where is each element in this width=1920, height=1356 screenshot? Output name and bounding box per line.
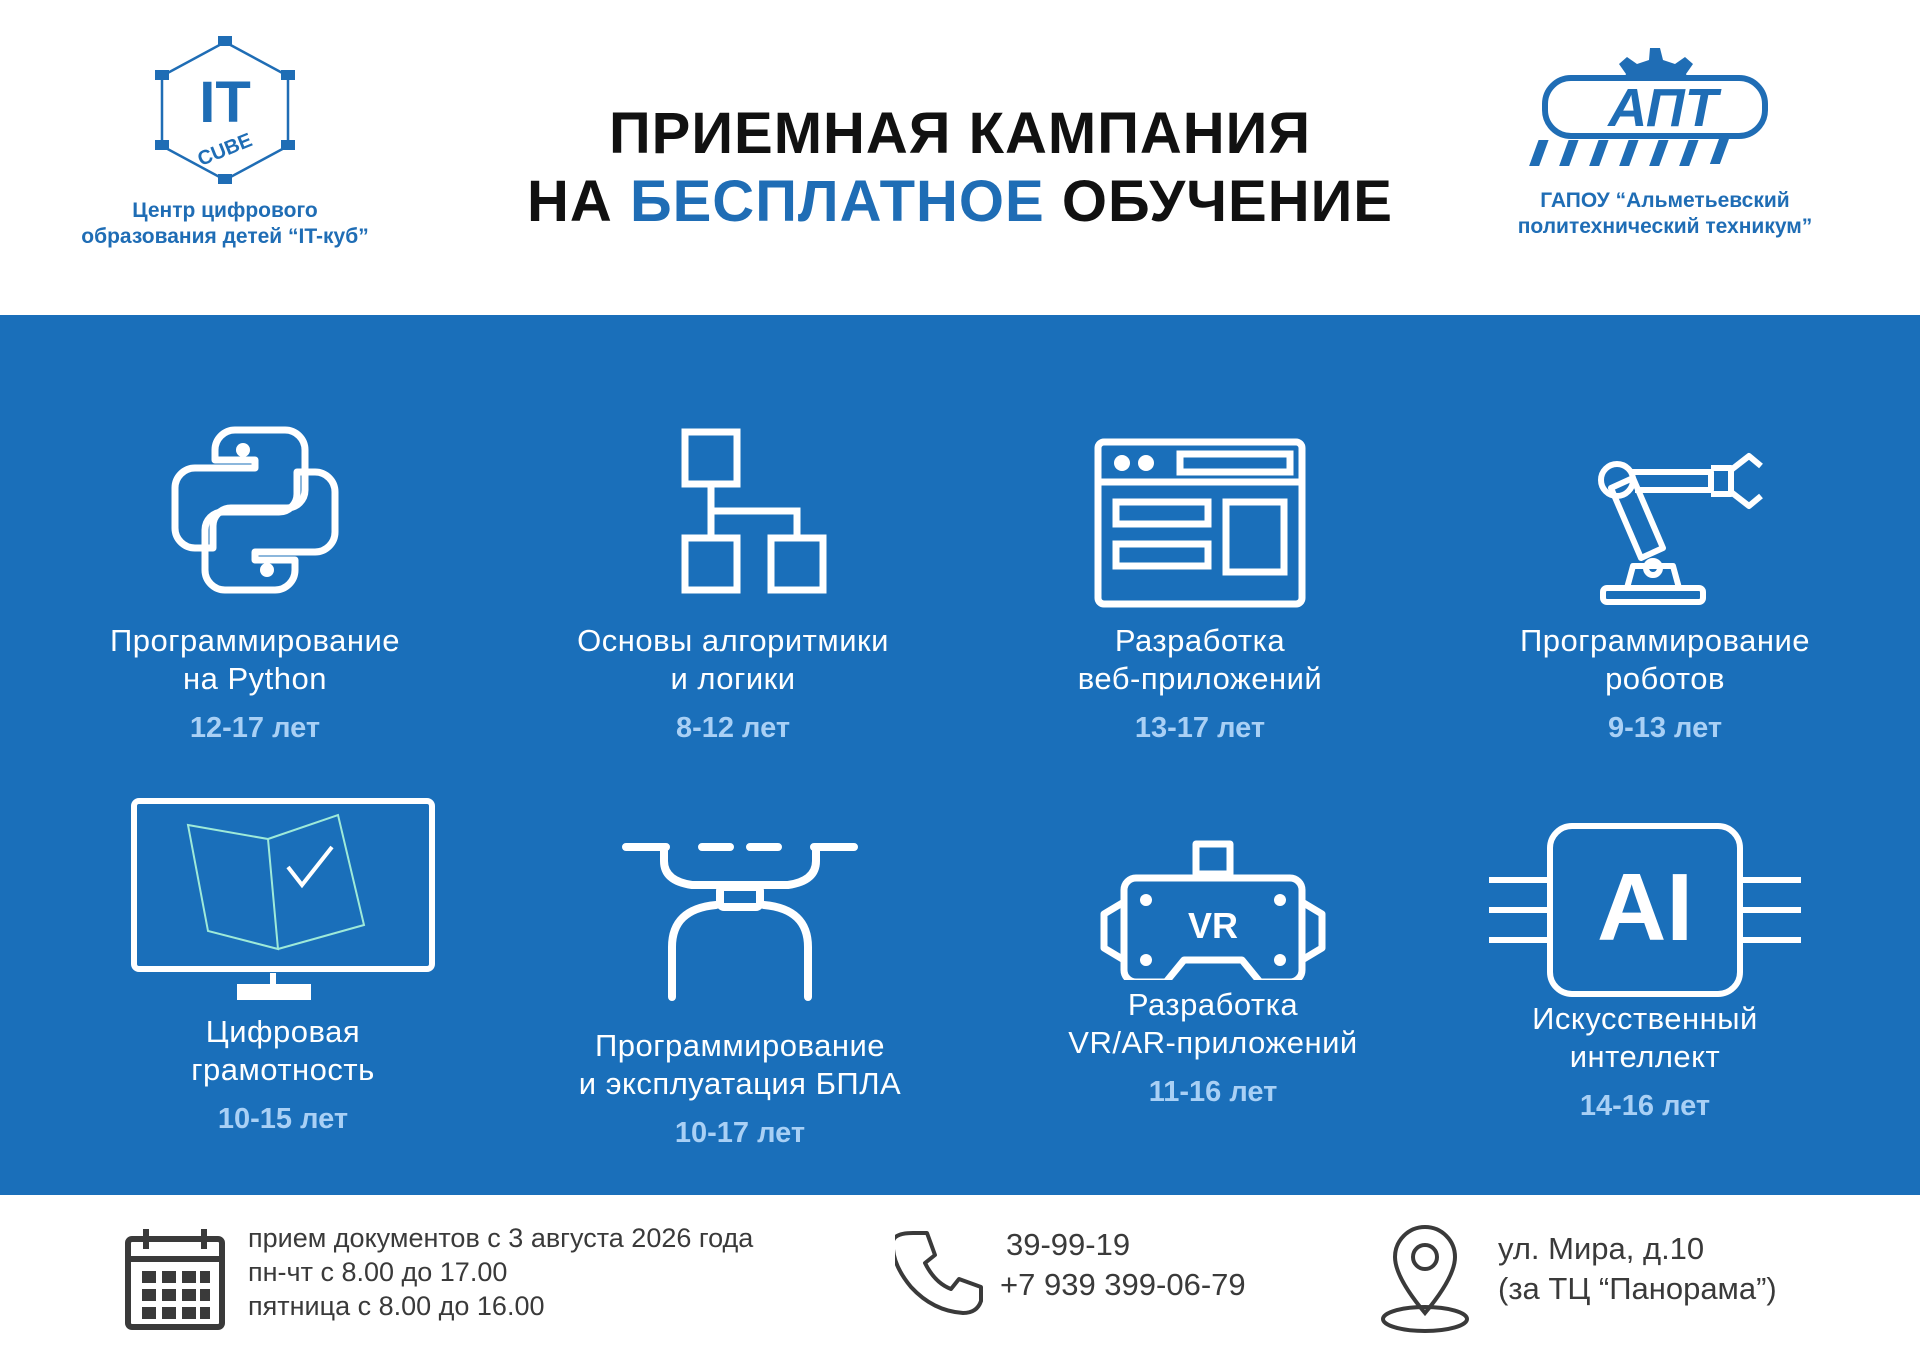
title-line2-suffix: ОБУЧЕНИЕ <box>1061 169 1393 234</box>
course-name <box>993 986 1433 1062</box>
course-card-vr-ar <box>993 840 1433 1110</box>
page-title <box>450 100 1470 236</box>
schedule-info <box>248 1221 753 1323</box>
apt-caption-line2: политехнический техникум” <box>1517 215 1813 238</box>
browser-window-icon <box>1090 410 1310 610</box>
course-age: 13-17 лет <box>1134 712 1266 744</box>
course-name-line1: Основы алгоритмики <box>577 623 889 658</box>
course-name-line2: VR/AR-приложений <box>1068 1025 1358 1060</box>
it-cube-caption <box>40 198 410 250</box>
location-pin-icon <box>1378 1223 1472 1335</box>
course-name-line1: Цифровая <box>205 1014 361 1049</box>
title-line2-accent: БЕСПЛАТНОЕ <box>629 169 1045 234</box>
course-name <box>63 1013 503 1089</box>
course-card-ai <box>1425 820 1865 1124</box>
ai-chip-icon <box>1485 820 1805 1000</box>
course-name-line1: Разработка <box>1127 987 1299 1022</box>
course-age: 14-16 лет <box>1579 1090 1711 1122</box>
course-age: 10-15 лет <box>217 1103 349 1135</box>
course-age: 11-16 лет <box>1148 1076 1278 1108</box>
course-card-robots <box>1445 410 1885 746</box>
it-cube-logo-mark: IT <box>199 70 251 135</box>
course-name <box>520 1027 960 1103</box>
monitor-book-icon <box>128 795 438 1005</box>
courses-band <box>0 315 1920 1195</box>
flowchart-icon <box>633 410 833 610</box>
course-name-line1: Программирование <box>1519 623 1810 658</box>
phone-info <box>1000 1225 1246 1305</box>
it-cube-caption-line2: образования детей “IT-куб” <box>81 225 369 248</box>
schedule-line3: пятница с 8.00 до 16.00 <box>248 1291 545 1321</box>
course-age: 8-12 лет <box>675 712 791 744</box>
schedule-line2: пн-чт с 8.00 до 17.00 <box>248 1257 508 1287</box>
course-card-algorithms <box>513 410 953 746</box>
apt-logo-mark: АПТ <box>1608 78 1718 138</box>
phone-line1[interactable]: 39-99-19 <box>1006 1227 1131 1262</box>
address-info <box>1498 1229 1777 1309</box>
calendar-icon <box>124 1227 226 1332</box>
course-age: 9-13 лет <box>1607 712 1723 744</box>
it-cube-caption-line1: Центр цифрового <box>132 199 318 222</box>
header <box>0 0 1920 315</box>
address-line1: ул. Мира, д.10 <box>1498 1231 1705 1266</box>
course-age: 12-17 лет <box>189 712 321 744</box>
phone-icon <box>895 1227 985 1317</box>
course-card-web <box>980 410 1420 746</box>
apt-logo <box>1525 40 1785 175</box>
course-name-line2: роботов <box>1605 661 1725 696</box>
course-name-line2: грамотность <box>191 1052 375 1087</box>
course-name-line2: и логики <box>670 661 796 696</box>
footer <box>0 1195 1920 1356</box>
course-name-line2: интеллект <box>1569 1039 1721 1074</box>
title-line2 <box>450 168 1470 236</box>
course-name-line1: Искусственный <box>1532 1001 1758 1036</box>
course-card-python <box>35 410 475 746</box>
course-age: 10-17 лет <box>674 1117 806 1149</box>
phone-line2[interactable]: +7 939 399-06-79 <box>1000 1267 1246 1302</box>
schedule-line1: прием документов с 3 августа 2026 года <box>248 1223 754 1253</box>
course-name-line1: Программирование <box>594 1028 885 1063</box>
course-name <box>35 622 475 698</box>
course-card-drones <box>520 835 960 1151</box>
drone-icon <box>620 835 860 1005</box>
robot-arm-icon <box>1565 410 1765 610</box>
ai-chip-label: AI <box>1597 854 1693 961</box>
title-line2-prefix: НА <box>527 169 613 234</box>
course-name-line2: на Python <box>183 661 327 696</box>
it-cube-logo-sub: CUBE <box>194 129 256 171</box>
course-name-line1: Программирование <box>109 623 400 658</box>
course-name-line2: веб-приложений <box>1077 661 1323 696</box>
course-name-line1: Разработка <box>1114 623 1286 658</box>
course-name <box>513 622 953 698</box>
vr-headset-label: VR <box>1187 905 1239 946</box>
python-icon <box>155 410 355 610</box>
apt-caption <box>1465 188 1865 240</box>
address-line2: (за ТЦ “Панорама”) <box>1498 1271 1777 1306</box>
course-name-line2: и эксплуатация БПЛА <box>578 1066 902 1101</box>
title-line1: ПРИЕМНАЯ КАМПАНИЯ <box>608 101 1312 166</box>
course-name <box>1445 622 1885 698</box>
course-card-digital-literacy <box>63 795 503 1137</box>
apt-caption-line1: ГАПОУ “Альметьевский <box>1540 189 1790 212</box>
vr-headset-icon <box>1098 840 1328 980</box>
it-cube-logo <box>150 34 300 184</box>
course-name <box>1425 1000 1865 1076</box>
course-name <box>980 622 1420 698</box>
